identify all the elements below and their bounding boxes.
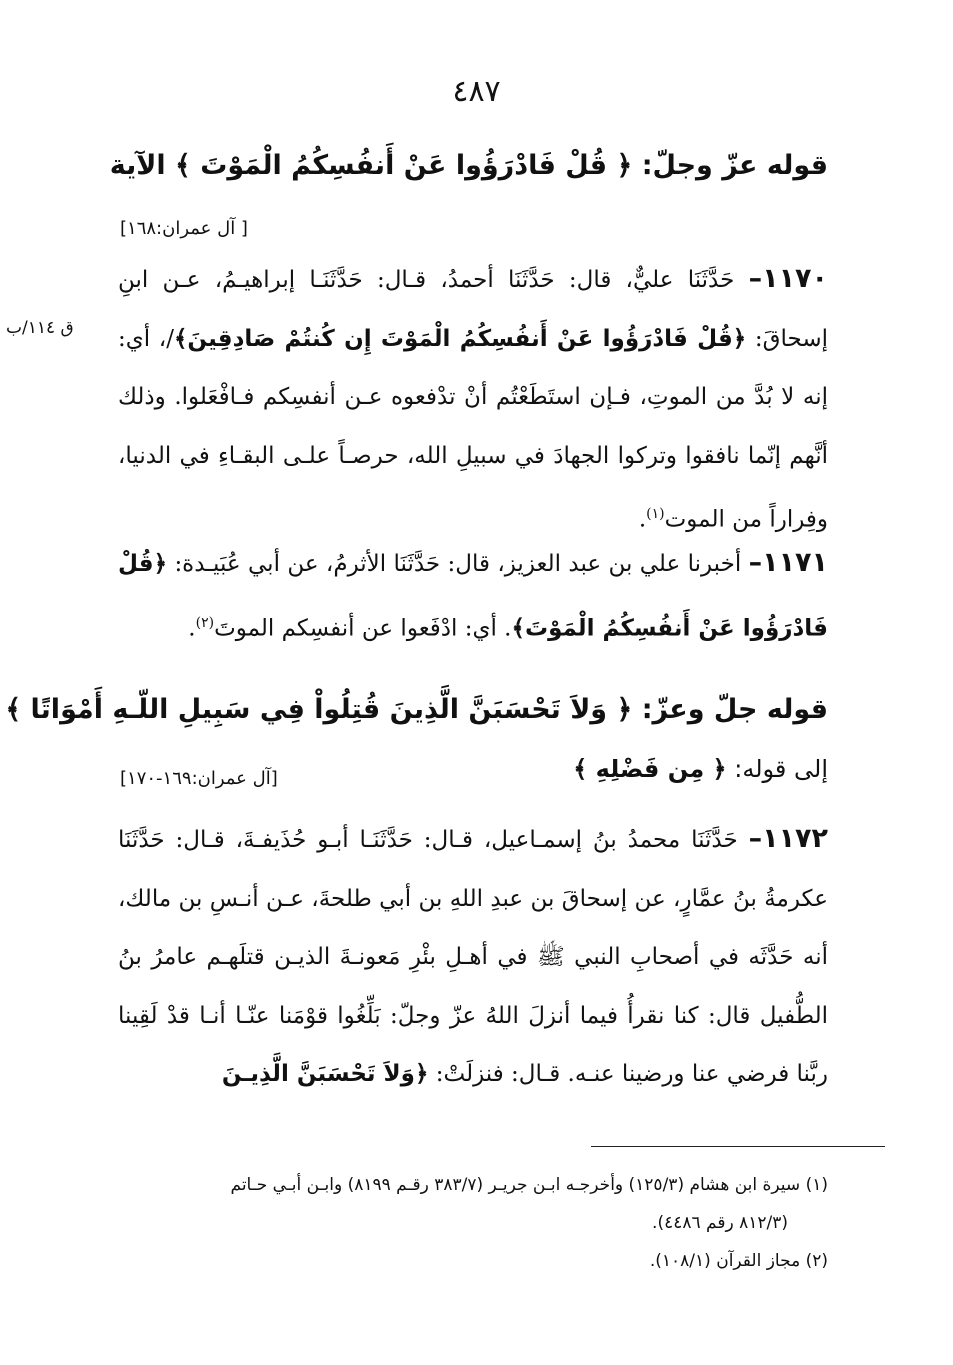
manuscript-folio-note: ق ١١٤/ب [6,318,74,338]
verse-citation-2: [آل عمران:١٦٩-١٧٠] [120,768,278,789]
footnote-divider [591,1146,885,1147]
hadith-text: حَدَّثَنَا محمدُ بنُ إسمـاعيل، قـال: حَدَّثَنَـا أبـو حُذَيفـةَ، قـال: حَدَّثَنَا عكرمةُ بنُ عمَّارٍ، عن إسحاقَ بن عبدِ اللهِ بن أبي طلحةَ، عـن أنـسِ بن مالك، أنه حَدَّثَه في أصحابِ النبي ﷺ في أهـلِ بئْرِ مَعونـةَ الذيـن قتلَهـم عامرُ بنُ الطُّفيل قال: كنا نقرأُ فيما أنزلَ اللهُ عزّ وجلّ: بَلِّغُوا قوْمَنا عنّـا أنـا قدْ لَقِينا ربَّنا فرضي عنا ورضينا عنـه. قـال: فنزلَتْ: [118,827,828,1087]
hadith-1172 [118,810,828,1104]
page-number: ٤٨٧ [452,74,501,109]
hadith-text: /، أي: إنه لا بُدَّ من الموتِ، فـإن استَطَعْتُم أنْ تدْفعوه عـن أنفسِكم فـافْعَلوا. وذلك أنَّهم إنّما نافقوا وتركوا الجهادَ في سبيلِ الله، حرصـاً علـى البقـاءِ في الدنيا، وفِراراً من الموت [118,325,828,533]
quran-verse: ﴿وَلاَ تَحْسَبَنَّ الَّذِيـنَ [221,1061,429,1087]
verse-citation-1: [ آل عمران:١٦٨] [120,218,248,239]
subline-prefix: إلى قوله: [726,755,828,783]
footnotes [110,1166,828,1280]
subline-verse: ﴿ مِن فَضْلِهِ ﴾ [573,755,727,783]
hadith-number: ١١٧٢– [748,823,829,854]
section-subline [573,755,828,783]
hadith-text: . أي: ادْفَعوا عن أنفسِكم الموتَ [214,615,512,642]
section-heading-1: قوله عزّ وجلّ: ﴿ قُلْ فَادْرَؤُوا عَنْ أَنفُسِكُمُ الْمَوْتَ ﴾ الآية [109,150,828,181]
footnote-1: (١) سيرة ابن هشام (١٢٥/٣) وأخرجـه ابـن جريـر (٣٨٣/٧ رقـم ٨١٩٩) وابـن أبـي حـاتم [230,1175,828,1195]
section-heading-2: قوله جلّ وعزّ: ﴿ وَلاَ تَحْسَبَنَّ الَّذِينَ قُتِلُواْ فِي سَبِيلِ اللّـهِ أَمْوَاتًا ﴾ [5,694,828,725]
footnote-1-continuation: (٨١٢/٣ رقم ٤٤٨٦). [652,1213,788,1233]
punctuation: . [188,615,196,642]
footnote-ref[interactable]: (٢) [195,614,215,631]
quran-verse: ﴿قُلْ فَادْرَؤُوا عَنْ أَنفُسِكُمُ الْمَوْتَ﴾ [118,551,828,642]
hadith-text: أخبرنا علي بن عبد العزيز، قال: حَدَّثَنَا الأثرمُ، عن أبي عُبَيـدة: [174,551,742,577]
hadith-text: حَدَّثَنَا عليٌّ، قال: حَدَّثَنَا أحمدُ، قـال: حَدَّثَنَـا إبراهيـمُ، عـن ابنِ إسحاقَ: [118,267,829,352]
hadith-number: ١١٧١– [748,547,829,578]
footnote-2: (٢) مجاز القرآن (١٠٨/١). [649,1251,828,1271]
quran-verse: ﴿قُلْ فَادْرَؤُوا عَنْ أَنفُسِكُمُ الْمَوْتَ إِن كُنتُمْ صَادِقِينَ﴾ [173,325,747,352]
hadith-1170 [118,250,828,549]
punctuation: . [638,506,647,533]
hadith-number: ١١٧٠– [748,263,829,294]
footnote-ref[interactable]: (١) [646,506,665,522]
hadith-1171 [118,534,828,658]
